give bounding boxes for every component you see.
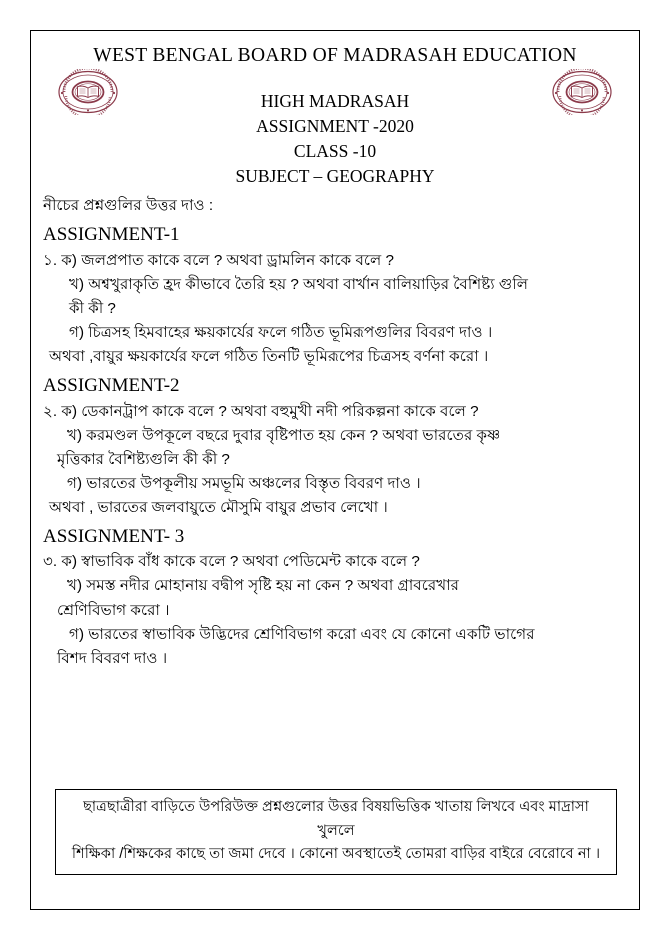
assignment-1-question-b: খ) অশ্বখুরাকৃতি হ্রদ কীভাবে তৈরি হয় ? অথবা বার্খান বালিয়াড়ির বৈশিষ্ট্য গুলি (69, 276, 529, 294)
footer-note-line-2: শিক্ষিকা /শিক্ষকের কাছে তা জমা দেবে । কোনো অবস্থাতেই তোমরা বাড়ির বাইরে বেরোবে না । (71, 846, 601, 863)
exam-name: ASSIGNMENT -2020 (256, 115, 414, 136)
exam-title-block (31, 89, 639, 188)
assignment-3-question-c-cont: বিশদ বিবরণ দাও । (57, 649, 168, 667)
document-page (30, 30, 640, 910)
exam-level: HIGH MADRASAH (260, 91, 410, 111)
assignment-2-heading: ASSIGNMENT-2 (43, 375, 180, 397)
assignment-3-question-c: গ) ভারতের স্বাভাবিক উদ্ভিদের শ্রেণিবিভাগ করো এবং যে কোনো একটি ভাগের (69, 625, 535, 643)
assignment-1-question-a: ১. ক) জলপ্রপাত কাকে বলে ? অথবা ড্রামলিন কাকে বলে ? (43, 252, 395, 270)
exam-class: CLASS -10 (293, 140, 377, 161)
exam-subject: SUBJECT – GEOGRAPHY (235, 165, 435, 186)
assignment-2-question-a: ২. ক) ডেকানট্রাপ কাকে বলে ? অথবা বহুমুখী নদী পরিকল্পনা কাকে বলে ? (43, 402, 479, 420)
assignment-3-question-b-cont: শ্রেণিবিভাগ করো । (57, 601, 170, 619)
footer-note-line-1: ছাত্রছাত্রীরা বাড়িতে উপরিউক্ত প্রশ্নগুলোর উত্তর বিষয়ভিত্তিক খাতায় লিখবে এবং মাদ্রাসা খুললে (83, 799, 589, 839)
assignment-2-question-b-cont: মৃত্তিকার বৈশিষ্ট্যগুলি কী কী ? (57, 450, 230, 468)
assignment-3-heading: ASSIGNMENT- 3 (43, 525, 185, 547)
assignment-1-heading: ASSIGNMENT-1 (43, 224, 180, 246)
questions-body (31, 188, 639, 670)
assignment-3-question-a: ৩. ক) স্বাভাবিক বাঁধ কাকে বলে ? অথবা পেডিমেন্ট কাকে বলে ? (43, 553, 420, 571)
wbbme-seal-icon (551, 69, 613, 115)
assignment-2-question-c: গ) ভারতের উপকূলীয় সমভূমি অঞ্চলের বিস্তৃত বিবরণ দাও । (67, 474, 421, 492)
assignment-1-question-b-cont: কী কী ? (69, 300, 116, 318)
assignment-1-question-c: গ) চিত্রসহ হিমবাহের ক্ষয়কার্যের ফলে গঠিত ভূমিরূপগুলির বিবরণ দাও । (69, 324, 493, 342)
assignment-1-question-c-alt: অথবা ,বায়ুর ক্ষয়কার্যের ফলে গঠিত তিনটি ভূমিরূপের চিত্রসহ বর্ণনা করো । (49, 348, 489, 366)
footer-note-box (55, 789, 617, 875)
instruction-line: নীচের প্রশ্নগুলির উত্তর দাও : (43, 197, 214, 215)
assignment-3-question-b: খ) সমস্ত নদীর মোহানায় বদ্বীপ সৃষ্টি হয় না কেন ? অথবা গ্রাবরেখার (67, 577, 459, 595)
assignment-2-question-c-alt: অথবা , ভারতের জলবায়ুতে মৌসুমি বায়ুর প্রভাব লেখো । (49, 498, 388, 516)
wbbme-seal-icon (57, 69, 119, 115)
assignment-2-question-b: খ) করমণ্ডল উপকূলে বছরে দুবার বৃষ্টিপাত হয় কেন ? অথবা ভারতের কৃষ্ণ (67, 426, 501, 444)
board-title: WEST BENGAL BOARD OF MADRASAH EDUCATION (93, 45, 577, 66)
